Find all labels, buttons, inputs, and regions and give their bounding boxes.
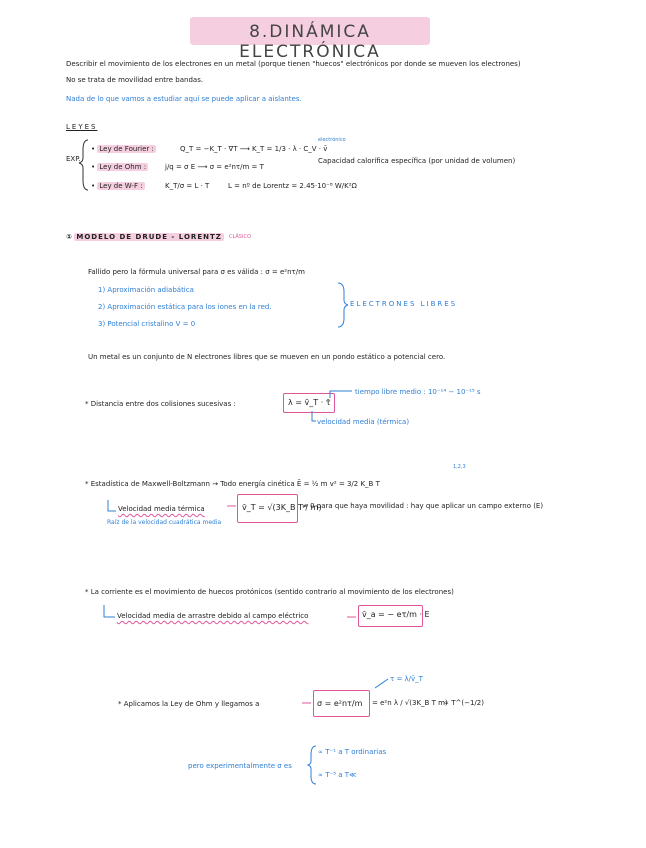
experimental-1: ∝ T⁻¹ a T ordinarias: [318, 748, 387, 756]
fourier-equation: Q_T = −K_T · ∇T ⟶ K_T = 1/3 · λ · C_V · v̄: [180, 145, 328, 153]
velocidad-media-note: velocidad media (térmica): [317, 418, 410, 426]
distancia-label: * Distancia entre dos colisiones sucesivas :: [85, 400, 236, 408]
section-number: ①: [66, 233, 72, 241]
velocidad-arrow: [312, 411, 316, 421]
distancia-equation: λ = v̄_T · τ̄: [288, 398, 331, 407]
fourier-superscript: electrónico: [318, 137, 346, 143]
ohm-apply-equation: σ = e²nτ/m: [317, 699, 363, 708]
tiempo-arrow: [330, 391, 352, 398]
arrastre-label: Velocidad media de arrastre debido al campo eléctrico: [117, 612, 309, 620]
ohm-apply-line: * Aplicamos la Ley de Ohm y llegamos a: [118, 700, 260, 708]
ohm-equation: j/q = σ E ⟶ σ = e²nτ/m = T: [165, 163, 264, 171]
velocidad-termica-arrow: [108, 500, 116, 511]
fourier-note: Capacidad calorífica específica (por unidad de volumen): [318, 157, 516, 165]
tau-arrow: [375, 679, 388, 688]
wf-equation: K_T/σ = L · T: [165, 182, 210, 190]
velocidad-termica-equation: v̄_T = √(3K_B T / m): [242, 503, 322, 512]
drude-heading-text: MODELO DE DRUDE - LORENTZ: [76, 233, 222, 241]
experimental-label: pero experimentalmente σ es: [188, 762, 292, 770]
corriente-line: * La corriente es el movimiento de huecos protónicos (sentido contrario al movimiento de los electrones): [85, 588, 454, 596]
assumption-2: 2) Aproximación estática para los iones en la red.: [98, 303, 272, 311]
leyes-brace: [79, 140, 88, 190]
intro-line-3: Nada de lo que vamos a estudiar aquí se puede aplicar a aislantes.: [66, 95, 302, 103]
estadistica-superscript: 1,2,3: [453, 464, 466, 470]
ohm-apply-equation-2: = e²n λ / √(3K_B T m): [372, 699, 448, 707]
tiempo-libre-medio: tiempo libre medio : 10⁻¹⁴ − 10⁻¹⁵ s: [355, 388, 481, 396]
ohm-label-text: Ley de Ohm :: [99, 163, 147, 171]
wf-label: • Ley de W-F :: [91, 182, 143, 190]
ohm-proportionality: ∝ T^(−1/2): [444, 699, 484, 707]
intro-line-1: Describir el movimiento de los electrones en un metal (porque tienen "huecos" electrónicos por donde se mueven los electrones): [66, 60, 521, 68]
exp-label: EXP.: [66, 155, 81, 163]
velocidad-termica-note: ≠ 0 para que haya movilidad : hay que aplicar un campo externo (E): [302, 502, 544, 510]
ohm-label: • Ley de Ohm :: [91, 163, 147, 171]
fourier-label-text: Ley de Fourier :: [99, 145, 154, 153]
clasico-tag: CLÁSICO: [229, 234, 251, 240]
electrones-libres-label: ELECTRONES LIBRES: [350, 300, 458, 308]
arrastre-arrow: [104, 605, 115, 617]
wf-label-text: Ley de W-F :: [99, 182, 143, 190]
fourier-label: • Ley de Fourier :: [91, 145, 154, 153]
metal-definition: Un metal es un conjunto de N electrones libres que se mueven en un pondo estático a potencial cero.: [88, 353, 446, 361]
leyes-heading: LEYES: [66, 123, 98, 131]
estadistica-line: * Estadística de Maxwell-Boltzmann → Todo energía cinética Ē = ½ m v² = 3/2 K_B T: [85, 480, 380, 488]
raiz-note: Raíz de la velocidad cuadrática media: [107, 519, 222, 526]
arrastre-equation: v̄_a = − eτ/m · E: [362, 610, 430, 619]
experimental-brace: [308, 746, 316, 784]
assumption-3: 3) Potencial cristalino V = 0: [98, 320, 196, 328]
tau-note: τ = λ/v̄_T: [390, 675, 423, 683]
fallido-line: Fallido pero la fórmula universal para σ es válida : σ = e²nτ/m: [88, 268, 305, 276]
experimental-2: ∝ T⁻⁵ a T≪: [318, 771, 357, 779]
velocidad-termica-label: Velocidad media térmica: [118, 505, 205, 513]
electrones-brace: [338, 283, 348, 327]
intro-line-2: No se trata de movilidad entre bandas.: [66, 76, 204, 84]
page-title-text: 8.DINÁMICA ELECTRÓNICA: [239, 22, 381, 62]
assumption-1: 1) Aproximación adiabática: [98, 286, 194, 294]
wf-note: L = nº de Lorentz = 2.45·10⁻⁸ W/K²Ω: [228, 182, 357, 190]
